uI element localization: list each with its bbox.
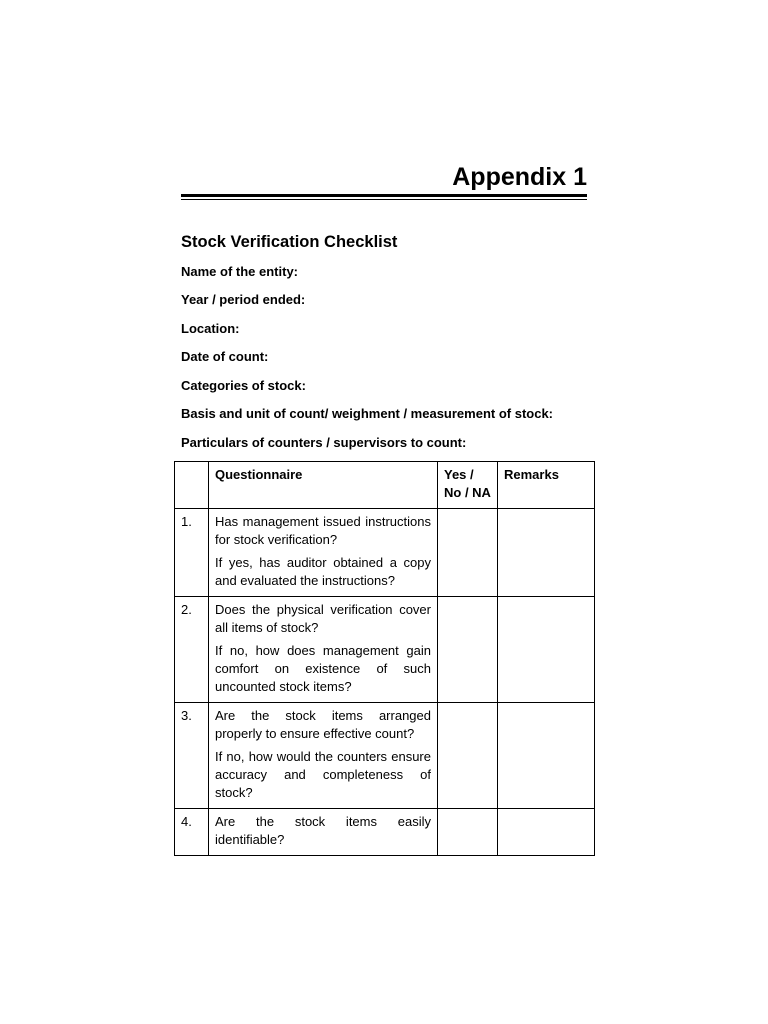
appendix-title: Appendix 1 [452, 163, 587, 191]
question-cell [209, 809, 438, 856]
answer-cell[interactable] [438, 809, 498, 856]
answer-cell[interactable] [438, 597, 498, 703]
field-basis-of-count: Basis and unit of count/ weighment / measurement of stock: [181, 406, 553, 421]
row-number: 4. [175, 809, 209, 856]
row-number: 3. [175, 703, 209, 809]
followup-text: If no, how does management gain comfort on existence of such uncounted stock items? [215, 643, 431, 694]
checklist-heading: Stock Verification Checklist [181, 233, 398, 251]
field-location: Location: [181, 321, 240, 336]
question-text: Has management issued instructions for stock verification? [215, 514, 431, 547]
field-entity-name: Name of the entity: [181, 264, 299, 279]
header-remarks: Remarks [498, 462, 595, 509]
followup-text: If yes, has auditor obtained a copy and evaluated the instructions? [215, 555, 431, 588]
answer-cell[interactable] [438, 703, 498, 809]
field-date-of-count: Date of count: [181, 349, 269, 364]
title-rule-thin [181, 199, 587, 200]
question-cell [209, 509, 438, 597]
remarks-cell[interactable] [498, 703, 595, 809]
table-row [175, 809, 595, 856]
question-text: Are the stock items arranged properly to ensure effective count? [215, 708, 431, 741]
answer-cell[interactable] [438, 509, 498, 597]
remarks-cell[interactable] [498, 597, 595, 703]
header-answer: Yes / No / NA [438, 462, 498, 509]
followup-text: If no, how would the counters ensure accuracy and completeness of stock? [215, 749, 431, 800]
row-number: 1. [175, 509, 209, 597]
table-row [175, 509, 595, 597]
question-text: Are the stock items easily identifiable? [215, 814, 431, 847]
question-cell [209, 597, 438, 703]
remarks-cell[interactable] [498, 509, 595, 597]
remarks-cell[interactable] [498, 809, 595, 856]
checklist-table [174, 461, 595, 856]
question-text: Does the physical verification cover all items of stock? [215, 602, 431, 635]
field-counters-supervisors: Particulars of counters / supervisors to count: [181, 435, 467, 450]
header-number [175, 462, 209, 509]
field-period-ended: Year / period ended: [181, 292, 306, 307]
table-row [175, 703, 595, 809]
table-row [175, 597, 595, 703]
row-number: 2. [175, 597, 209, 703]
title-rule-thick [181, 194, 587, 197]
question-cell [209, 703, 438, 809]
field-categories-of-stock: Categories of stock: [181, 378, 306, 393]
table-header-row [175, 462, 595, 509]
header-questionnaire: Questionnaire [209, 462, 438, 509]
